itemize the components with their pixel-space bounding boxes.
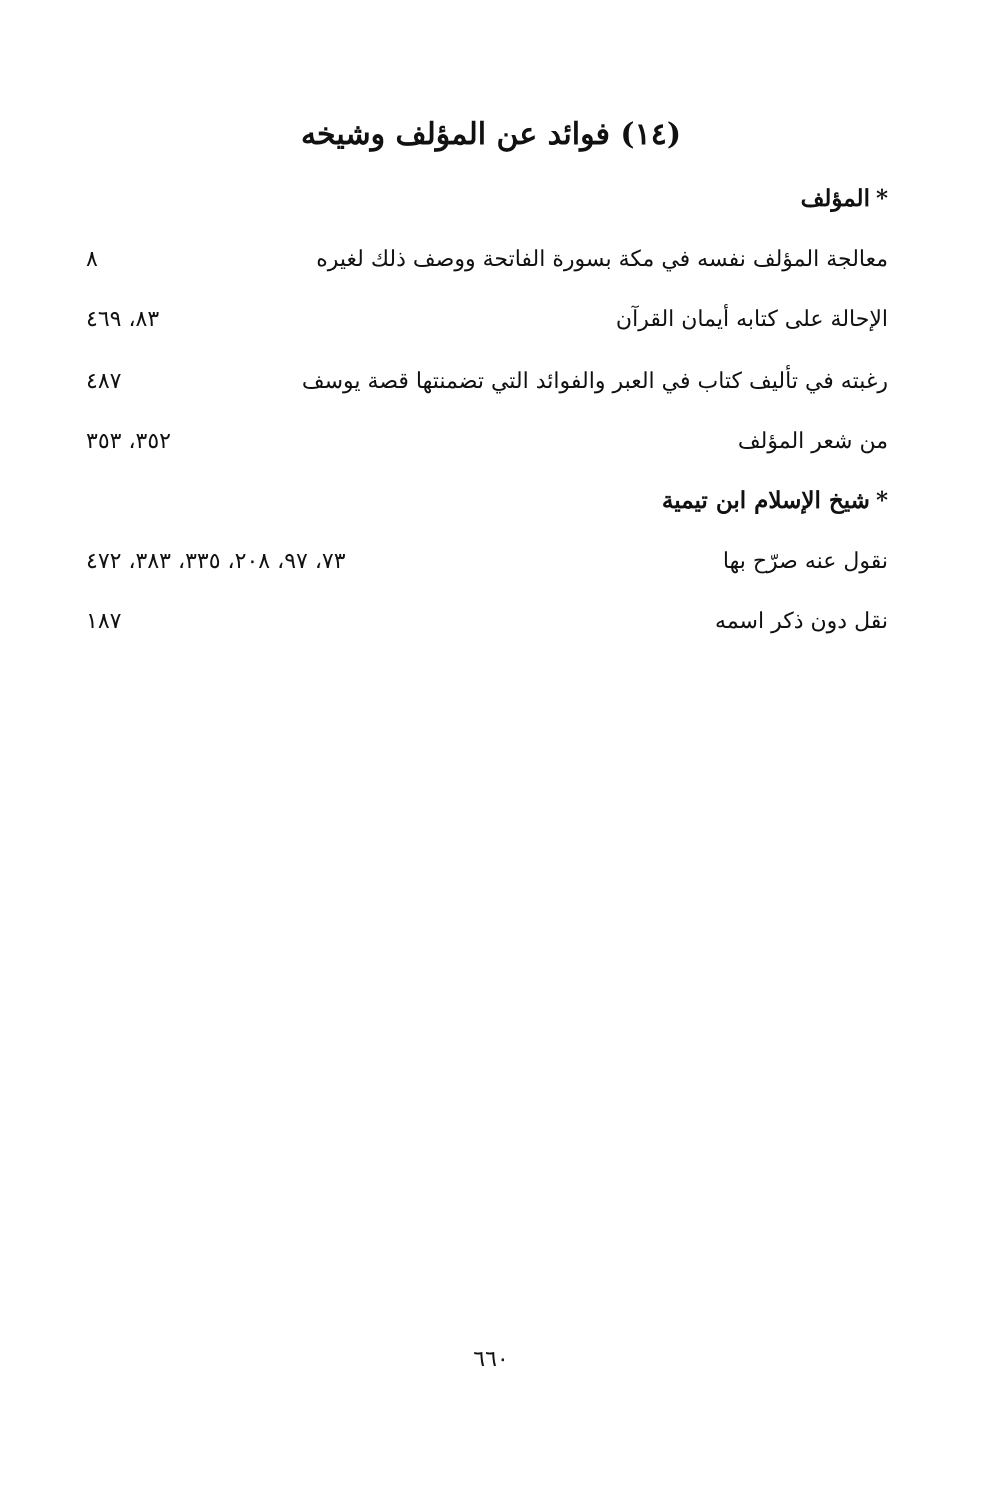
index-entry-text: من شعر المؤلف xyxy=(737,429,888,454)
index-entry-text: نقل دون ذكر اسمه xyxy=(715,609,888,634)
index-entry-pages: ١٨٧ xyxy=(86,609,122,634)
section-heading-ibn-taymiyya xyxy=(662,484,888,518)
index-row xyxy=(86,604,888,640)
index-row xyxy=(86,242,888,278)
index-row xyxy=(86,302,888,338)
page-title: (١٤) فوائد عن المؤلف وشيخه xyxy=(300,117,682,152)
index-row xyxy=(86,424,888,460)
index-entry-text: معالجة المؤلف نفسه في مكة بسورة الفاتحة ووصف ذلك لغيره xyxy=(316,247,888,272)
index-entry-pages: ٨٣، ٤٦٩ xyxy=(86,307,160,332)
asterisk-icon: * xyxy=(875,185,888,212)
section-heading-text: المؤلف xyxy=(800,185,870,212)
asterisk-icon: * xyxy=(875,487,888,514)
page-number: ٦٦٠ xyxy=(473,1347,509,1372)
index-entry-pages: ٣٥٢، ٣٥٣ xyxy=(86,429,171,454)
index-entry-text: نقول عنه صرّح بها xyxy=(722,549,888,574)
index-entry-pages: ٤٨٧ xyxy=(86,369,122,394)
index-entry-text: الإحالة على كتابه أيمان القرآن xyxy=(615,307,888,332)
section-heading-text: شيخ الإسلام ابن تيمية xyxy=(661,487,870,514)
index-entry-text: رغبته في تأليف كتاب في العبر والفوائد التي تضمنتها قصة يوسف xyxy=(301,369,888,394)
section-heading-author xyxy=(801,182,888,216)
index-entry-pages: ٧٣، ٩٧، ٢٠٨، ٣٣٥، ٣٨٣، ٤٧٢ xyxy=(86,549,346,574)
index-row xyxy=(86,364,888,400)
index-row xyxy=(86,544,888,580)
index-entry-pages: ٨ xyxy=(86,247,98,272)
